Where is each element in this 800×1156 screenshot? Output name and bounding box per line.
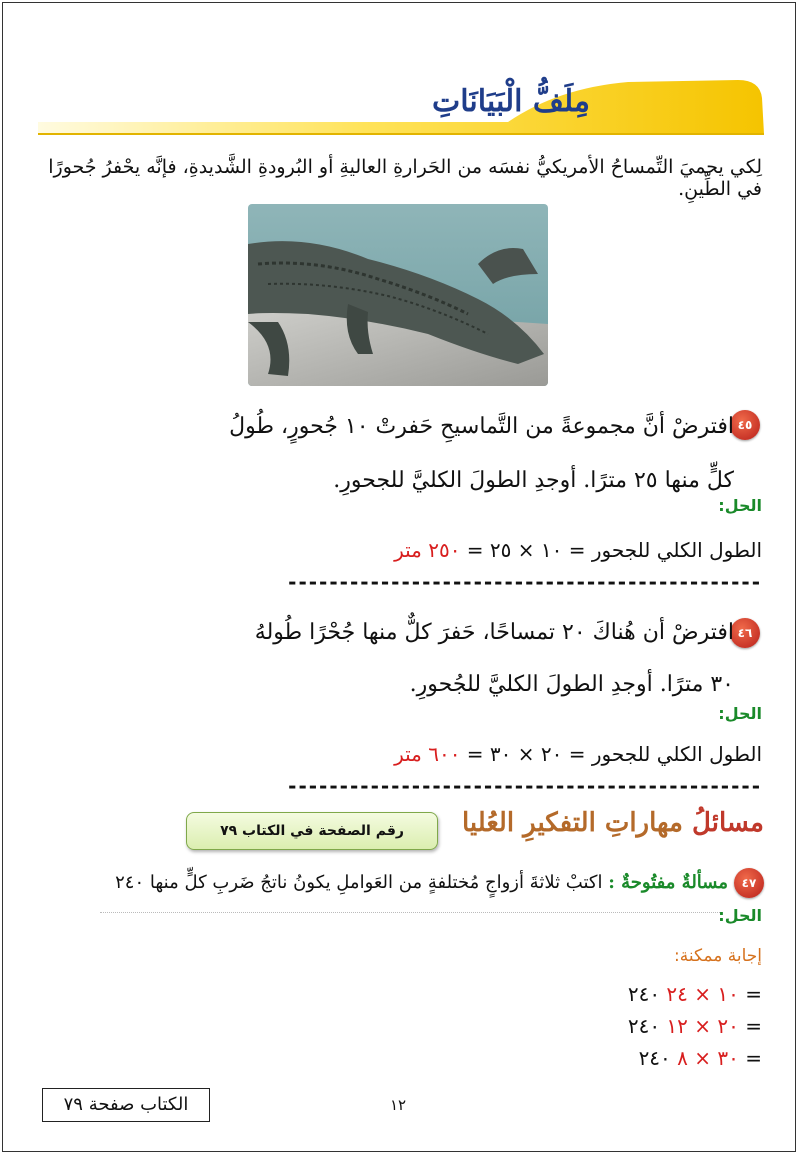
- question-47-body: اكتبْ ثلاثةَ أزواجٍ مُختلفةٍ من العَواملِ يكونُ ناتجُ ضَربِ كلٍّ منها ٢٤٠: [115, 872, 603, 893]
- calc-factors: ٢٠ × ١٢: [666, 1014, 739, 1038]
- cut-off-line: [100, 902, 720, 913]
- possible-answer-label: إجابة ممكنة:: [674, 946, 762, 966]
- question-number-badge: ٤٧: [734, 868, 764, 898]
- section-title-thinking-skills: [462, 808, 764, 838]
- calc-result: ٢٤٠ =: [638, 1046, 762, 1070]
- open-problem-label: مسألةٌ مفتُوحةٌ :: [608, 872, 728, 893]
- calc-row: [639, 1046, 762, 1070]
- calc-result: ٢٤٠ =: [627, 1014, 762, 1038]
- calc-row: [628, 982, 762, 1006]
- equation-text: الطول الكلي للجحور = ٢٠ × ٣٠ =: [466, 742, 762, 766]
- section-title-first-word: مسائلُ: [692, 808, 764, 838]
- calc-row: [628, 1014, 762, 1038]
- calc-factors: ١٠ × ٢٤: [666, 982, 739, 1006]
- book-page-box: الكتاب صفحة ٧٩: [42, 1088, 210, 1122]
- equation-text: الطول الكلي للجحور = ١٠ × ٢٥ =: [466, 538, 762, 562]
- page-title: مِلَفُّ الْبَيَانَاتِ: [432, 84, 590, 119]
- divider-dashes: ----------------------------------------------: [288, 570, 762, 594]
- intro-text: لِكي يحميَ التِّمساحُ الأمريكيُّ نفسَه من الحَرارةِ العاليةِ أو البُرودةِ الشَّديدةِ، فإنَّه يحْفرُ جُحورًا في الطِّينِ.: [48, 156, 762, 200]
- question-number-badge: ٤٦: [730, 618, 760, 648]
- solution-label: الحل:: [718, 906, 762, 925]
- calc-result: ٢٤٠ =: [627, 982, 762, 1006]
- solution-label: الحل:: [718, 496, 762, 515]
- equation-answer: ٢٥٠ متر: [394, 538, 461, 562]
- question-46-line1: افترضْ أن هُناكَ ٢٠ تمساحًا، حَفرَ كلٌّ منها جُحْرًا طُولهُ: [254, 620, 734, 645]
- solution-label: الحل:: [718, 704, 762, 723]
- question-number-badge: ٤٥: [730, 410, 760, 440]
- question-45-equation: [394, 538, 762, 562]
- section-title-rest: مهاراتِ التفكيرِ العُليا: [462, 808, 693, 838]
- equation-answer: ٦٠٠ متر: [394, 742, 461, 766]
- crocodile-photo: [248, 204, 548, 386]
- calc-factors: ٣٠ × ٨: [677, 1046, 739, 1070]
- divider-dashes: ----------------------------------------------: [288, 774, 762, 798]
- question-45-line2: كلٍّ منها ٢٥ مترًا. أوجدِ الطولَ الكليَّ للجحورِ.: [333, 468, 734, 493]
- page-number: ١٢: [390, 1096, 407, 1114]
- question-46-line2: ٣٠ مترًا. أوجدِ الطولَ الكليَّ للجُحورِ.: [409, 672, 734, 697]
- book-page-reference: رقم الصفحة في الكتاب ٧٩: [186, 812, 438, 850]
- header-banner: [38, 78, 764, 136]
- question-45-line1: افترضْ أنَّ مجموعةً من التَّماسيحِ حَفرتْ ١٠ جُحورٍ، طُولُ: [229, 414, 734, 439]
- question-47-text: [115, 872, 728, 893]
- question-46-equation: [394, 742, 762, 766]
